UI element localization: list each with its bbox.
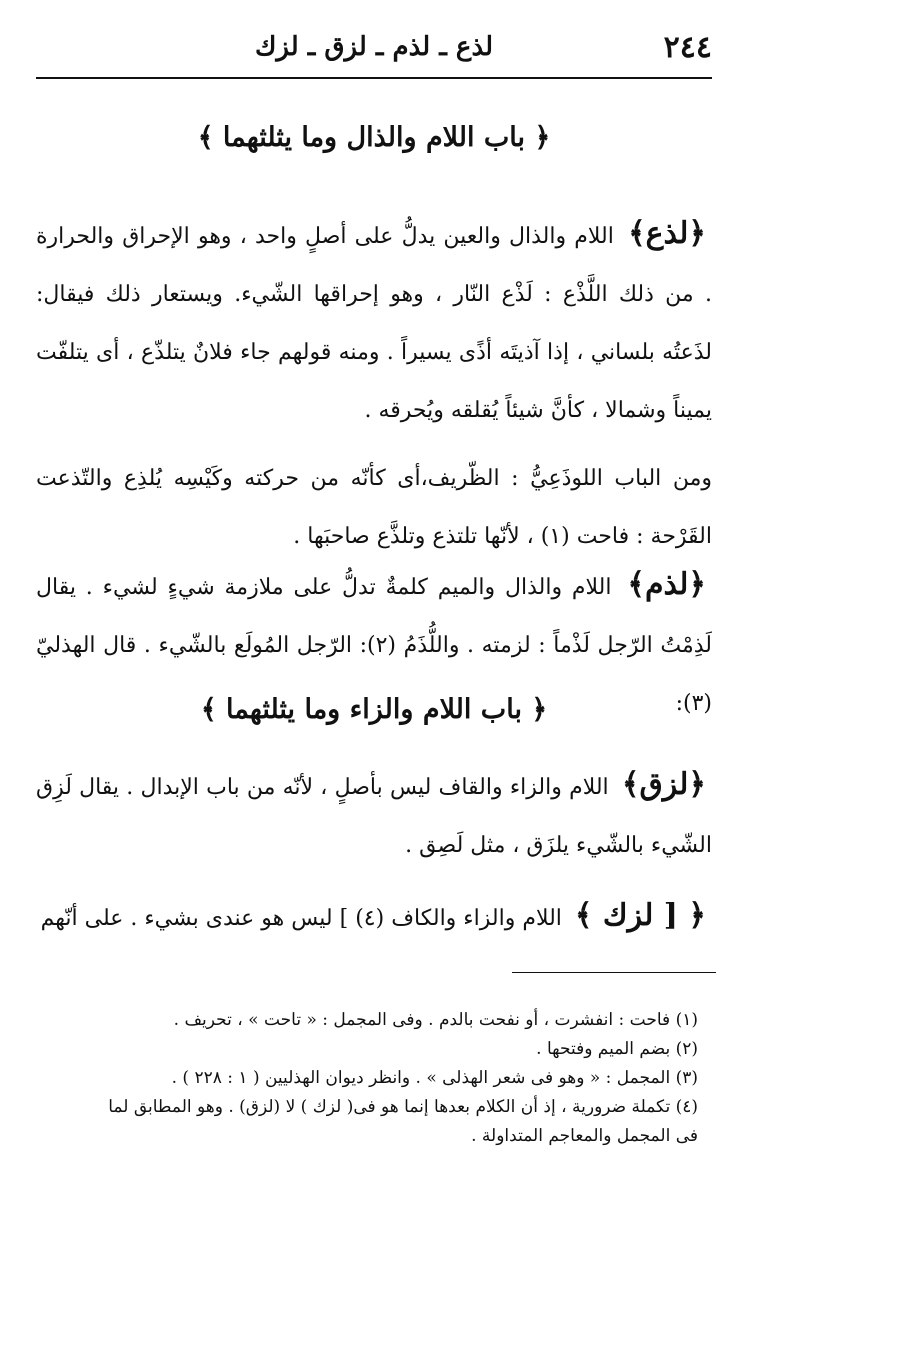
entry-text: اللام والزاء والقاف ليس بأصلٍ ، لأنّه من باب الإبدال . يقال لَزِق الشّيء بالشّيء يلزَق ، مثل لَصِق . bbox=[36, 775, 712, 858]
entry-text: اللام والزاء والكاف (٤) ] ليس هو عندى بشيء . على أنّهم bbox=[40, 906, 562, 931]
headword: ﴿ [ لزك ﴾ bbox=[574, 898, 706, 933]
footnote: (١) فاحت : انفشرت ، أو نفحت بالدم . وفى المجمل : « تاحت » ، تحريف . bbox=[173, 1010, 698, 1030]
headword: ﴿لزق﴾ bbox=[621, 767, 706, 802]
entry-laziq bbox=[36, 756, 712, 875]
footnote: (٢) بضم الميم وفتحها . bbox=[536, 1039, 698, 1059]
entry-paragraph bbox=[36, 887, 712, 948]
entry-text: اللام والذال والعين يدلُّ على أصلٍ واحد ، وهو الإحراق والحرارة . من ذلك اللَّذْع : لَذْع النّار ، وهو إحراقها الشّيء. ويستعار ذلك فيقال: لذَعتُه بلساني ، إذا آذيتَه أذًى يسيراً . ومنه قولهم جاء فلانٌ يتلذّع ، أى يتلفّت يميناً وشمالا ، كأنَّ شيئاً يُقلقه ويُحرقه . bbox=[36, 224, 712, 423]
section-title: ﴿ باب اللام والزاء وما يثلثهما ﴾ bbox=[200, 694, 548, 725]
running-head: لذع ـ لذم ـ لزق ـ لزك bbox=[254, 32, 494, 62]
entry-ladha bbox=[36, 205, 712, 566]
footnote: (٣) المجمل : « وهو فى شعر الهذلى » . وانظر ديوان الهذليين ( ١ : ٢٢٨ ) . bbox=[171, 1068, 698, 1088]
page-header bbox=[36, 30, 712, 74]
footnote-rule bbox=[512, 972, 716, 973]
section-title: ﴿ باب اللام والذال وما يثلثهما ﴾ bbox=[197, 122, 551, 153]
footnotes bbox=[96, 1006, 698, 1151]
headword: ﴿لذم﴾ bbox=[627, 567, 706, 602]
entry-paragraph bbox=[36, 756, 712, 875]
page-number: ٢٤٤ bbox=[663, 30, 712, 65]
entry-paragraph bbox=[36, 205, 712, 440]
footnote: (٤) تكملة ضرورية ، إذ أن الكلام بعدها إنما هو فى( لزك ) لا (لزق) . وهو المطابق لما فى المجمل والمعاجم المتداولة . bbox=[108, 1097, 698, 1146]
headword: ﴿لذع﴾ bbox=[628, 216, 707, 251]
entry-lazik bbox=[36, 887, 712, 948]
entry-paragraph: ومن الباب اللوذَعِيُّ : الظّريف،أى كأنّه من حركته وكَيْسِه يُلذِع والتّذعت القَرْحة : فاحت (١) ، لأنّها تلتذع وتلذَّع صاحبَها . bbox=[36, 466, 712, 549]
header-rule bbox=[36, 77, 712, 79]
entry-text: اللام والذال والميم كلمةٌ تدلُّ على ملازمة شيءٍ لشيء . يقال لَذِمْتُ الرّجل لَذْماً : لزمته . واللُّذَمُ (٢): الرّجل المُولَع بالشّيء . قال الهذليّ (٣): bbox=[36, 575, 712, 716]
